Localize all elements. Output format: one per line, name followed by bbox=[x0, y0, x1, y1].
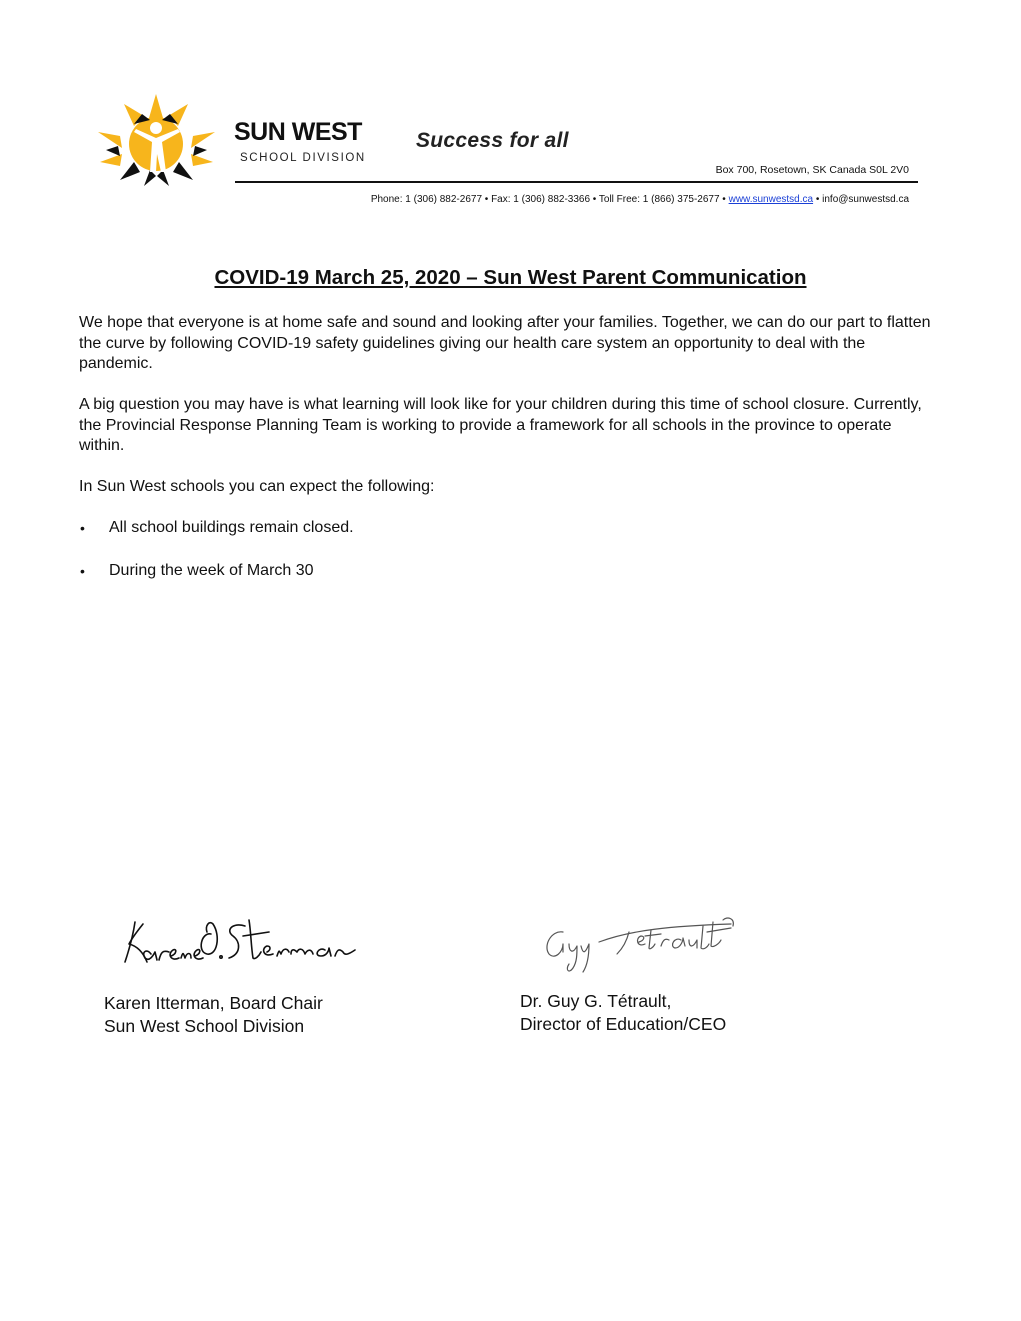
signer-organization: Sun West School Division bbox=[104, 1016, 305, 1036]
header-divider bbox=[235, 181, 918, 183]
signature-karen-itterman bbox=[121, 912, 361, 974]
signer-name: Karen Itterman, Board Chair bbox=[104, 993, 323, 1013]
brand-name: SUN WEST bbox=[234, 118, 362, 146]
letter-title: COVID-19 March 25, 2020 – Sun West Parent Communication bbox=[214, 266, 807, 289]
letter-body bbox=[79, 313, 934, 603]
signer-name: Dr. Guy G. Tétrault, bbox=[520, 991, 672, 1011]
address: Box 700, Rosetown, SK Canada S0L 2V0 bbox=[715, 164, 909, 176]
list-item-text: During the week of March 30 bbox=[109, 561, 314, 579]
paragraph: A big question you may have is what learning will look like for your children during this time of school closure. Currently, the Provincial Response Planning Team is working to provide a framework for all schools in the province to operate within. bbox=[79, 396, 922, 454]
contact-line bbox=[371, 194, 909, 205]
contact-phone: Phone: 1 (306) 882-2677 • Fax: 1 (306) 882-3366 • Toll Free: 1 (866) 375-2677 • bbox=[370, 194, 726, 205]
expectations-list bbox=[79, 518, 934, 581]
tagline: Success for all bbox=[416, 129, 569, 152]
signer-title: Director of Education/CEO bbox=[520, 1014, 727, 1034]
paragraph: In Sun West schools you can expect the following: bbox=[79, 478, 435, 495]
brand-subtitle: SCHOOL DIVISION bbox=[240, 152, 366, 164]
paragraph: We hope that everyone is at home safe and sound and looking after your families. Together, we can do our part to flatten the curve by following COVID-19 safety guidelines giving our health care system an opportunity to deal with the pandemic. bbox=[79, 314, 931, 372]
signer-guy-tetrault bbox=[520, 990, 726, 1036]
signer-karen-itterman bbox=[104, 992, 323, 1038]
signature-guy-tetrault bbox=[541, 914, 746, 978]
list-item bbox=[79, 561, 934, 582]
website-link[interactable]: www.sunwestsd.ca bbox=[728, 194, 814, 205]
list-item: • All school buildings remain closed. bbox=[79, 518, 934, 539]
contact-email: • info@sunwestsd.ca bbox=[815, 194, 909, 205]
sun-west-logo-icon bbox=[94, 92, 219, 188]
